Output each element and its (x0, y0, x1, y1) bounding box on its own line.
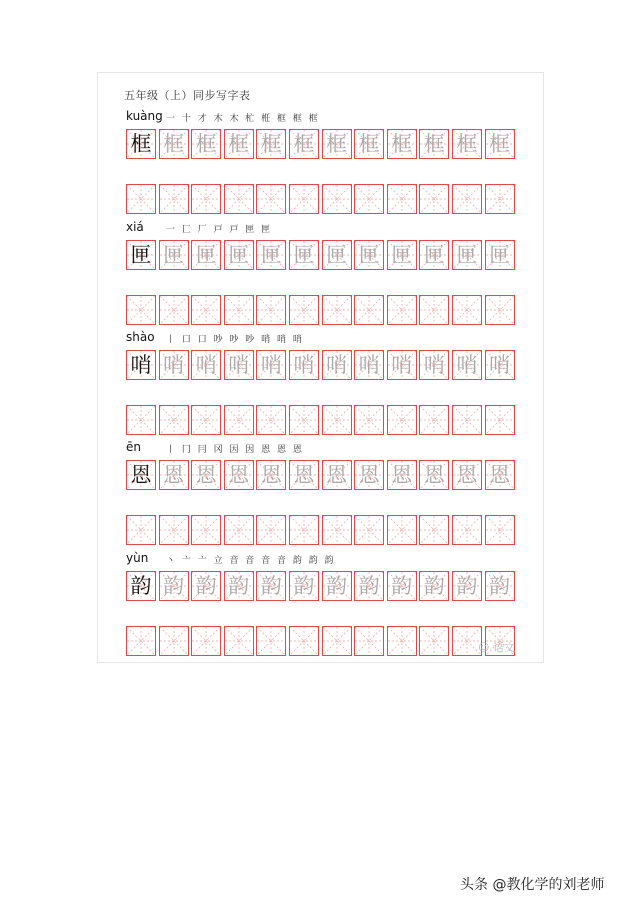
trace-character: 匣 (489, 243, 511, 267)
practice-cell[interactable] (159, 405, 189, 435)
trace-character-cell (452, 240, 482, 270)
practice-cell[interactable] (191, 184, 221, 214)
trace-character: 框 (489, 132, 511, 156)
trace-character-cell (354, 460, 384, 490)
trace-character-cell (191, 571, 221, 601)
trace-character-cell (387, 571, 417, 601)
trace-character: 恩 (456, 463, 478, 487)
trace-character: 韵 (391, 574, 413, 598)
practice-row (126, 184, 516, 216)
trace-character: 恩 (391, 463, 413, 487)
trace-character-cell (256, 571, 286, 601)
trace-character: 匣 (326, 243, 348, 267)
trace-character-cell (452, 460, 482, 490)
practice-cell[interactable] (419, 515, 449, 545)
practice-cell[interactable] (485, 515, 515, 545)
model-character-cell (126, 129, 156, 159)
tracing-row (126, 350, 516, 382)
trace-character-cell (387, 240, 417, 270)
trace-character-cell (485, 571, 515, 601)
model-character-cell (126, 571, 156, 601)
trace-character-cell (256, 240, 286, 270)
watermark-text: 语文 (492, 641, 515, 654)
trace-character-cell (387, 460, 417, 490)
practice-cell[interactable] (256, 295, 286, 325)
practice-cell[interactable] (354, 295, 384, 325)
model-character: 恩 (130, 463, 152, 487)
practice-cell[interactable] (159, 295, 189, 325)
practice-cell[interactable] (289, 405, 319, 435)
practice-cell[interactable] (224, 515, 254, 545)
trace-character-cell (159, 571, 189, 601)
trace-character: 匣 (456, 243, 478, 267)
practice-cell[interactable] (126, 405, 156, 435)
trace-character-cell (224, 129, 254, 159)
practice-cell[interactable] (354, 626, 384, 656)
trace-character-cell (159, 240, 189, 270)
stroke-order: 丨 冂 冃 冈 因 因 恩 恩 恩 (166, 445, 304, 455)
trace-character: 哨 (195, 353, 217, 377)
practice-cell[interactable] (452, 405, 482, 435)
stroke-order: 一 十 才 木 木 杧 栣 框 框 框 (166, 114, 320, 124)
trace-character: 框 (228, 132, 250, 156)
trace-character-cell (289, 571, 319, 601)
trace-character: 恩 (293, 463, 315, 487)
worksheet (97, 72, 544, 663)
trace-character: 匣 (163, 243, 185, 267)
practice-cell[interactable] (256, 405, 286, 435)
trace-character: 韵 (489, 574, 511, 598)
practice-cell[interactable] (354, 405, 384, 435)
practice-cell[interactable] (126, 184, 156, 214)
practice-row (126, 405, 516, 437)
pinyin-label: shào (126, 330, 155, 344)
trace-character-cell (159, 460, 189, 490)
trace-character: 恩 (228, 463, 250, 487)
trace-character-cell (452, 350, 482, 380)
trace-character: 韵 (293, 574, 315, 598)
practice-cell[interactable] (159, 626, 189, 656)
model-character-cell (126, 460, 156, 490)
trace-character-cell (322, 571, 352, 601)
practice-cell[interactable] (322, 626, 352, 656)
trace-character: 匣 (260, 243, 282, 267)
practice-cell[interactable] (452, 295, 482, 325)
trace-character: 恩 (489, 463, 511, 487)
trace-character-cell (191, 350, 221, 380)
trace-character-cell (256, 129, 286, 159)
trace-character-cell (419, 571, 449, 601)
trace-character-cell (159, 350, 189, 380)
trace-character: 匣 (228, 243, 250, 267)
watermark-logo (478, 639, 515, 655)
practice-cell[interactable] (322, 295, 352, 325)
practice-cell[interactable] (256, 626, 286, 656)
pinyin-label: ēn (126, 440, 141, 454)
trace-character: 哨 (163, 353, 185, 377)
trace-character-cell (224, 240, 254, 270)
pinyin-label: xiá (126, 220, 144, 234)
trace-character: 恩 (195, 463, 217, 487)
trace-character: 韵 (195, 574, 217, 598)
trace-character: 框 (163, 132, 185, 156)
trace-character-cell (354, 240, 384, 270)
trace-character: 哨 (358, 353, 380, 377)
model-character: 哨 (130, 353, 152, 377)
trace-character-cell (419, 460, 449, 490)
trace-character-cell (159, 129, 189, 159)
trace-character: 恩 (358, 463, 380, 487)
trace-character-cell (289, 129, 319, 159)
trace-character-cell (191, 460, 221, 490)
stroke-order: 丨 口 口 吵 吵 吵 哨 哨 哨 (166, 335, 304, 345)
practice-cell[interactable] (452, 184, 482, 214)
practice-cell[interactable] (126, 515, 156, 545)
trace-character: 韵 (163, 574, 185, 598)
trace-character-cell (419, 129, 449, 159)
practice-cell[interactable] (387, 295, 417, 325)
trace-character: 恩 (423, 463, 445, 487)
trace-character: 框 (456, 132, 478, 156)
trace-character-cell (354, 350, 384, 380)
trace-character-cell (354, 571, 384, 601)
trace-character-cell (224, 350, 254, 380)
trace-character: 框 (423, 132, 445, 156)
trace-character-cell (224, 460, 254, 490)
pinyin-label: yùn (126, 551, 149, 565)
trace-character: 框 (260, 132, 282, 156)
trace-character: 韵 (423, 574, 445, 598)
practice-row (126, 295, 516, 327)
practice-cell[interactable] (354, 515, 384, 545)
trace-character-cell (322, 129, 352, 159)
trace-character: 哨 (489, 353, 511, 377)
trace-character-cell (256, 460, 286, 490)
practice-cell[interactable] (387, 515, 417, 545)
trace-character: 匣 (423, 243, 445, 267)
trace-character: 框 (293, 132, 315, 156)
trace-character-cell (419, 350, 449, 380)
practice-cell[interactable] (159, 184, 189, 214)
trace-character: 哨 (423, 353, 445, 377)
trace-character-cell (485, 240, 515, 270)
trace-character-cell (452, 571, 482, 601)
practice-cell[interactable] (322, 184, 352, 214)
trace-character: 恩 (260, 463, 282, 487)
trace-character-cell (419, 240, 449, 270)
trace-character-cell (191, 129, 221, 159)
trace-character: 韵 (358, 574, 380, 598)
tracing-row (126, 571, 516, 603)
practice-cell[interactable] (191, 626, 221, 656)
trace-character: 哨 (326, 353, 348, 377)
trace-character: 匣 (293, 243, 315, 267)
trace-character: 韵 (456, 574, 478, 598)
tracing-row (126, 129, 516, 161)
trace-character: 哨 (260, 353, 282, 377)
watermark-icon: ☺ (478, 641, 493, 654)
model-character: 匣 (130, 243, 152, 267)
trace-character-cell (322, 460, 352, 490)
trace-character-cell (289, 240, 319, 270)
practice-cell[interactable] (224, 295, 254, 325)
practice-cell[interactable] (256, 515, 286, 545)
practice-cell[interactable] (126, 295, 156, 325)
practice-cell[interactable] (289, 184, 319, 214)
trace-character-cell (485, 350, 515, 380)
footer-credit: 头条 @教化学的刘老师 (460, 877, 605, 893)
trace-character: 哨 (293, 353, 315, 377)
practice-cell[interactable] (485, 405, 515, 435)
trace-character-cell (485, 129, 515, 159)
practice-cell[interactable] (387, 626, 417, 656)
trace-character-cell (224, 571, 254, 601)
practice-cell[interactable] (485, 295, 515, 325)
model-character: 韵 (130, 574, 152, 598)
stroke-order: 丶 亠 亠 立 音 音 音 音 韵 韵 韵 (166, 556, 336, 566)
practice-cell[interactable] (419, 626, 449, 656)
practice-cell[interactable] (419, 295, 449, 325)
pinyin-label: kuàng (126, 109, 163, 123)
practice-cell[interactable] (224, 405, 254, 435)
trace-character-cell (191, 240, 221, 270)
practice-row (126, 626, 516, 658)
trace-character-cell (256, 350, 286, 380)
trace-character-cell (322, 350, 352, 380)
practice-cell[interactable] (289, 295, 319, 325)
practice-cell[interactable] (452, 515, 482, 545)
practice-cell[interactable] (419, 184, 449, 214)
trace-character: 匣 (358, 243, 380, 267)
practice-cell[interactable] (191, 405, 221, 435)
trace-character: 框 (195, 132, 217, 156)
model-character: 框 (130, 132, 152, 156)
tracing-row (126, 460, 516, 492)
practice-cell[interactable] (289, 515, 319, 545)
tracing-row (126, 240, 516, 272)
trace-character-cell (485, 460, 515, 490)
practice-cell[interactable] (191, 295, 221, 325)
trace-character-cell (452, 129, 482, 159)
stroke-order: 一 匚 厂 戸 戸 匣 匣 (166, 225, 273, 235)
practice-row (126, 515, 516, 547)
practice-cell[interactable] (191, 515, 221, 545)
trace-character: 框 (358, 132, 380, 156)
trace-character: 韵 (326, 574, 348, 598)
trace-character: 恩 (163, 463, 185, 487)
practice-cell[interactable] (256, 184, 286, 214)
model-character-cell (126, 240, 156, 270)
trace-character-cell (354, 129, 384, 159)
trace-character: 韵 (260, 574, 282, 598)
trace-character-cell (289, 350, 319, 380)
trace-character: 恩 (326, 463, 348, 487)
practice-cell[interactable] (354, 184, 384, 214)
practice-cell[interactable] (224, 626, 254, 656)
practice-cell[interactable] (289, 626, 319, 656)
trace-character-cell (387, 129, 417, 159)
practice-cell[interactable] (322, 515, 352, 545)
trace-character: 框 (326, 132, 348, 156)
trace-character-cell (322, 240, 352, 270)
trace-character: 匣 (391, 243, 413, 267)
trace-character: 韵 (228, 574, 250, 598)
worksheet-title: 五年级（上）同步写字表 (124, 89, 251, 102)
trace-character-cell (387, 350, 417, 380)
trace-character: 框 (391, 132, 413, 156)
practice-cell[interactable] (419, 405, 449, 435)
trace-character: 哨 (228, 353, 250, 377)
trace-character: 哨 (456, 353, 478, 377)
model-character-cell (126, 350, 156, 380)
trace-character-cell (289, 460, 319, 490)
practice-cell[interactable] (224, 184, 254, 214)
practice-cell[interactable] (126, 626, 156, 656)
practice-cell[interactable] (387, 184, 417, 214)
practice-cell[interactable] (485, 184, 515, 214)
practice-cell[interactable] (322, 405, 352, 435)
practice-cell[interactable] (159, 515, 189, 545)
trace-character: 匣 (195, 243, 217, 267)
trace-character: 哨 (391, 353, 413, 377)
practice-cell[interactable] (387, 405, 417, 435)
